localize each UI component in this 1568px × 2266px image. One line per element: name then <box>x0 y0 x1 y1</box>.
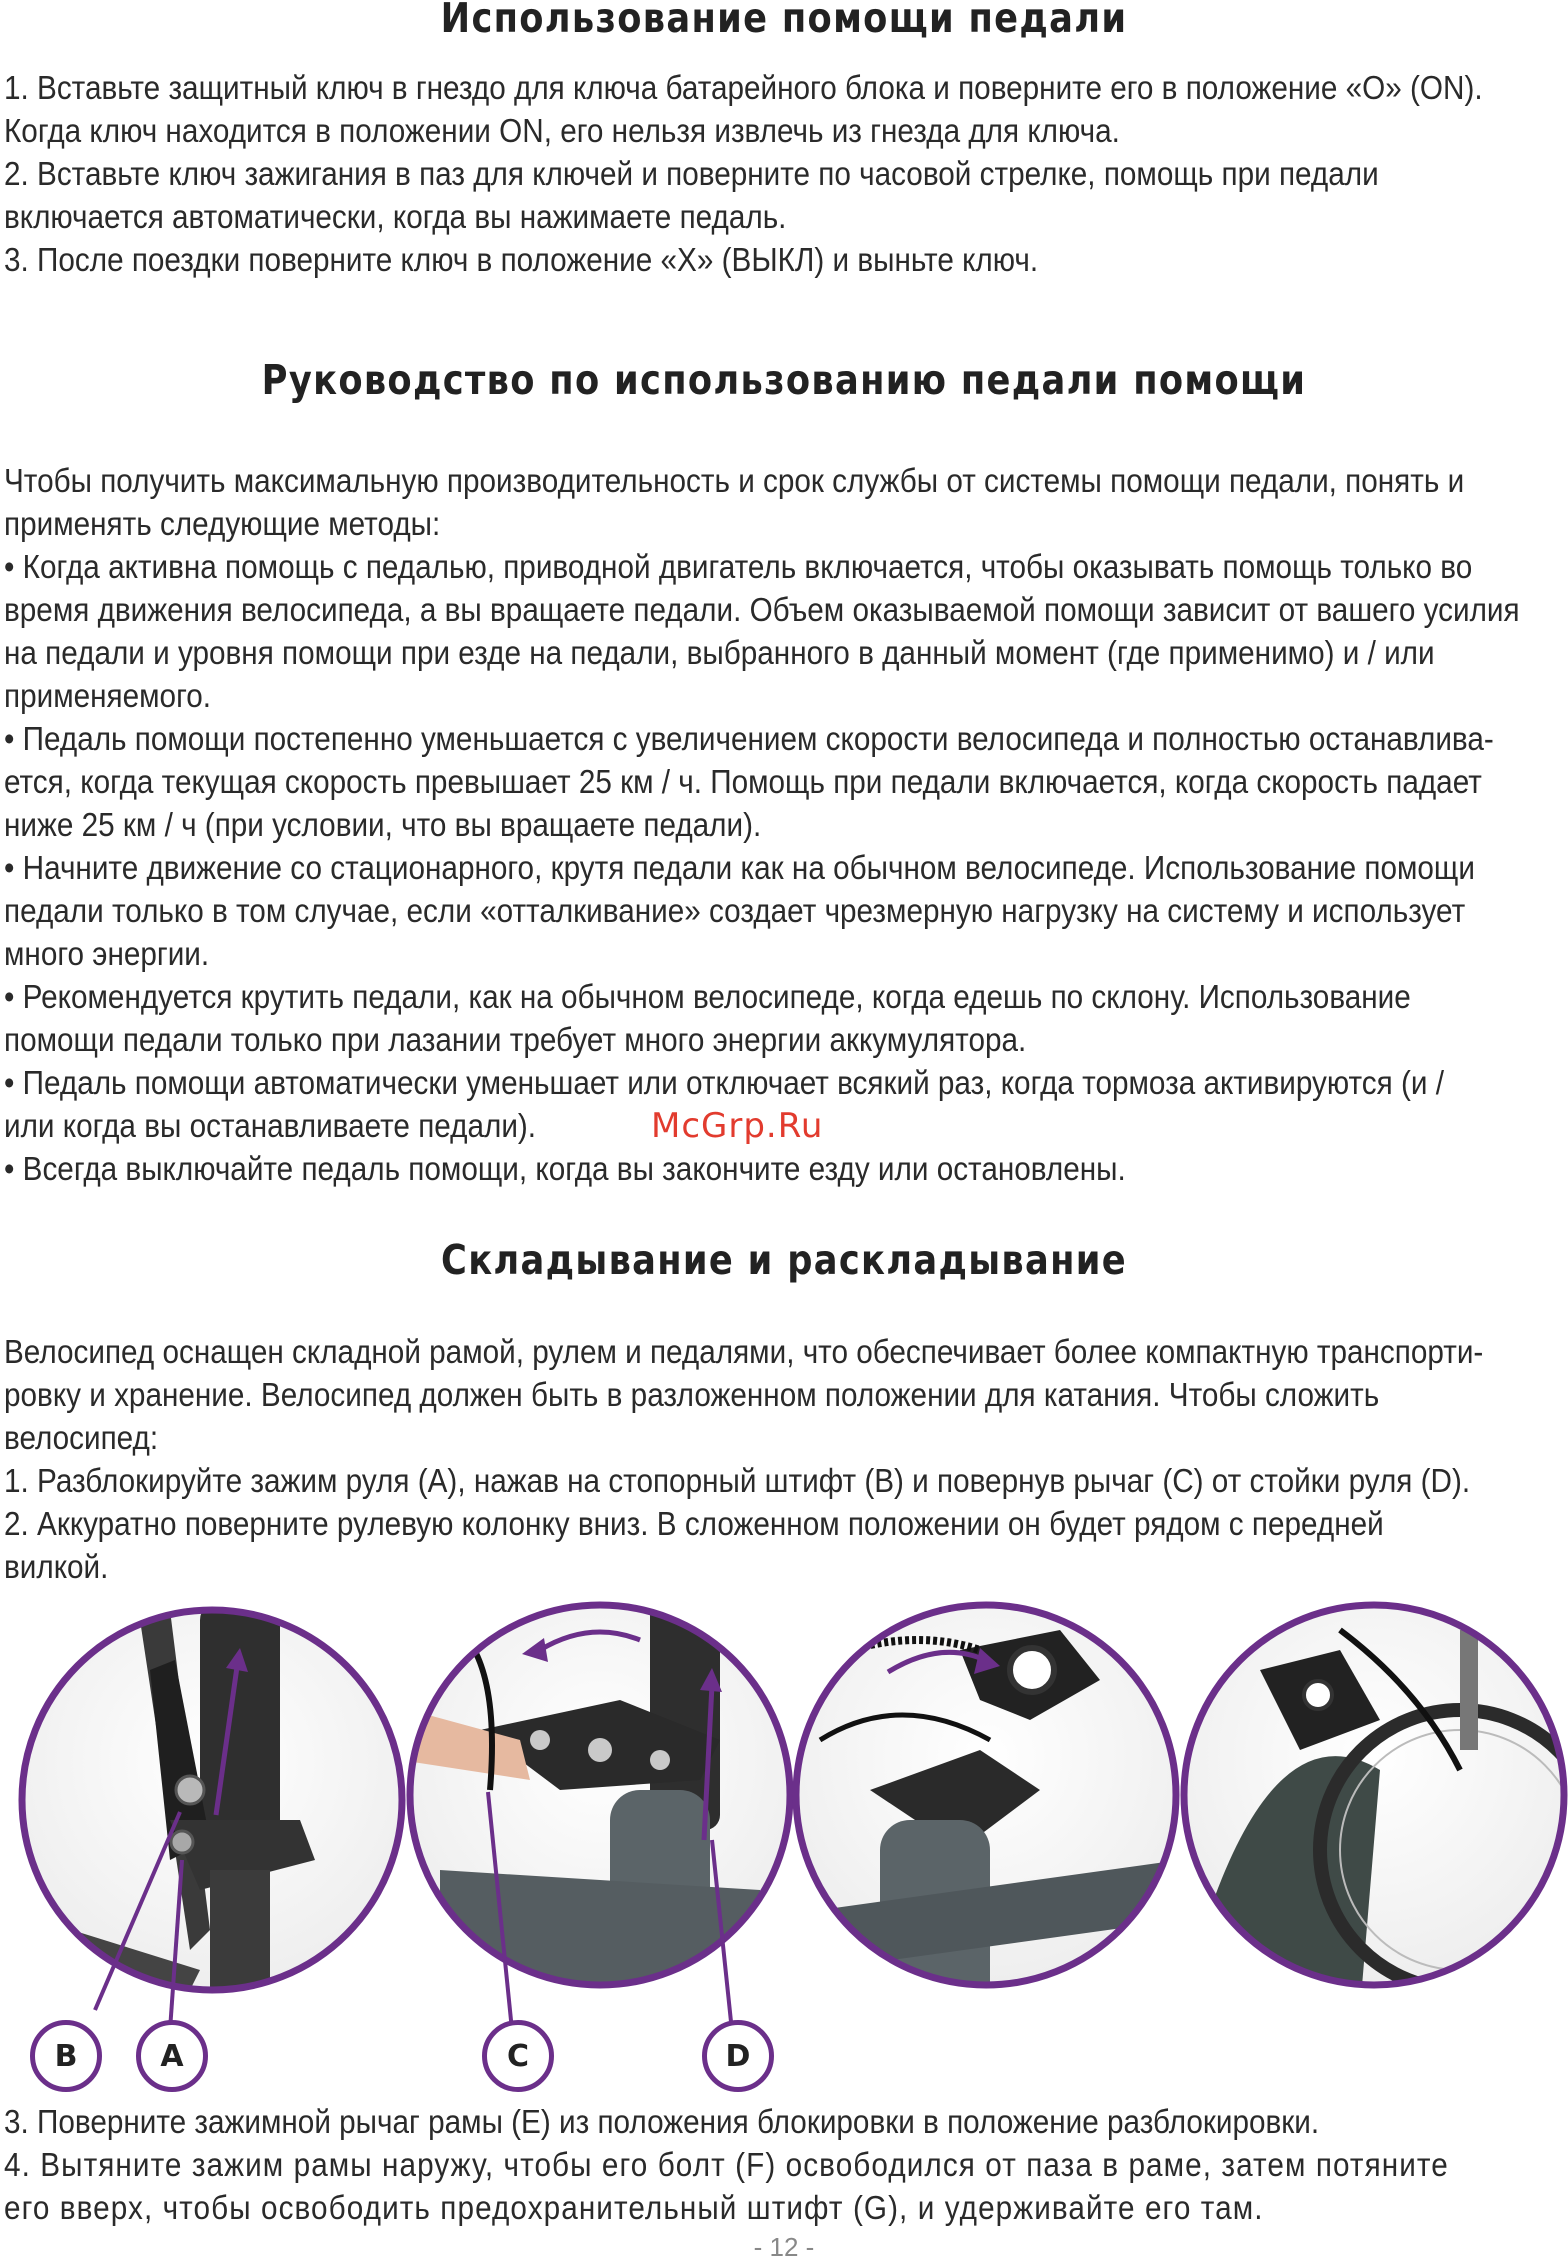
section-body-folding-steps <box>4 2100 1449 2229</box>
text-line: Велосипед оснащен складной рамой, рулем и педалями, что обеспечивает более компактную транспорти- <box>4 1333 1484 1370</box>
text-line: время движения велосипеда, а вы вращаете педали. Объем оказываемой помощи зависит от вашего усилия <box>4 591 1520 628</box>
text-line: • Всегда выключайте педаль помощи, когда вы закончите езду или остановлены. <box>4 1150 1126 1187</box>
text-line: 1. Разблокируйте зажим руля (А), нажав на стопорный штифт (В) и повернув рычаг (С) от стойки руля (D). <box>4 1462 1471 1499</box>
text-line: • Начните движение со стационарного, крутя педали как на обычном велосипеде. Использование помощи <box>4 849 1475 886</box>
photo-4-folded <box>1184 1605 1568 2010</box>
text-line: велосипед: <box>4 1419 159 1456</box>
text-line: 2. Аккуратно поверните рулевую колонку вниз. В сложенном положении он будет рядом с передней <box>4 1505 1384 1542</box>
folding-illustrations <box>0 1590 1568 2090</box>
section-title-pedal-assist-use: Использование помощи педали <box>440 0 1128 42</box>
text-line: или когда вы останавливаете педали). <box>4 1107 537 1144</box>
text-line: его вверх, чтобы освободить предохранительный штифт (G), и удерживайте его там. <box>4 2189 1264 2226</box>
text-line: • Когда активна помощь с педалью, приводной двигатель включается, чтобы оказывать помощь только во <box>4 548 1473 585</box>
label-badge-c: C <box>482 2020 554 2092</box>
text-line: включается автоматически, когда вы нажимаете педаль. <box>4 198 787 235</box>
text-line: ровку и хранение. Велосипед должен быть в разложенном положении для катания. Чтобы сложить <box>4 1376 1380 1413</box>
text-line: 3. Поверните зажимной рычаг рамы (E) из положения блокировки в положение разблокировки. <box>4 2103 1320 2140</box>
photo-2-lever-open <box>400 1600 790 2060</box>
section-body-pedal-assist-use <box>4 66 1483 281</box>
label-badge-a: A <box>136 2020 208 2092</box>
photo-1-clamp-closed <box>22 1600 402 2030</box>
label-badge-b: B <box>30 2020 102 2092</box>
text-line: 3. После поездки поверните ключ в положение «Х» (ВЫКЛ) и выньте ключ. <box>4 241 1039 278</box>
section-body-folding <box>4 1330 1484 1588</box>
section-body-pedal-assist-guide <box>4 459 1520 1190</box>
photo-3-clamp-released <box>796 1605 1180 2020</box>
label-badge-d: D <box>702 2020 774 2092</box>
text-line: ниже 25 км / ч (при условии, что вы вращаете педали). <box>4 806 762 843</box>
text-line: много энергии. <box>4 935 210 972</box>
watermark-text: McGrp.Ru <box>651 1106 824 1146</box>
page-number: - 12 - <box>753 2232 815 2262</box>
text-line: применять следующие методы: <box>4 505 441 542</box>
text-line: • Рекомендуется крутить педали, как на обычном велосипеде, когда едешь по склону. Использование <box>4 978 1411 1015</box>
text-line: применяемого. <box>4 677 212 714</box>
text-line: • Педаль помощи автоматически уменьшает или отключает всякий раз, когда тормоза активируются (и / <box>4 1064 1444 1101</box>
text-line: Чтобы получить максимальную производительность и срок службы от системы помощи педали, понять и <box>4 462 1465 499</box>
section-title-pedal-assist-guide: Руководство по использованию педали помощи <box>261 356 1307 404</box>
text-line: • Педаль помощи постепенно уменьшается с увеличением скорости велосипеда и полностью останавлива- <box>4 720 1494 757</box>
text-line: ется, когда текущая скорость превышает 25 км / ч. Помощь при педали включается, когда скорость падает <box>4 763 1482 800</box>
section-title-folding: Складывание и раскладывание <box>441 1236 1127 1284</box>
text-line: 1. Вставьте защитный ключ в гнездо для ключа батарейного блока и поверните его в положение «О» (ON). <box>4 69 1483 106</box>
folding-photos <box>0 1590 1568 2090</box>
text-line: 2. Вставьте ключ зажигания в паз для ключей и поверните по часовой стрелке, помощь при педали <box>4 155 1379 192</box>
text-line: вилкой. <box>4 1548 109 1585</box>
text-line: помощи педали только при лазании требует много энергии аккумулятора. <box>4 1021 1027 1058</box>
text-line: на педали и уровня помощи при езде на педали, выбранного в данный момент (где применимо) и / или <box>4 634 1435 671</box>
text-line: Когда ключ находится в положении ON, его нельзя извлечь из гнезда для ключа. <box>4 112 1120 149</box>
text-line: педали только в том случае, если «отталкивание» создает чрезмерную нагрузку на систему и использует <box>4 892 1466 929</box>
text-line: 4. Вытяните зажим рамы наружу, чтобы его болт (F) освободился от паза в раме, затем потяните <box>4 2146 1449 2183</box>
